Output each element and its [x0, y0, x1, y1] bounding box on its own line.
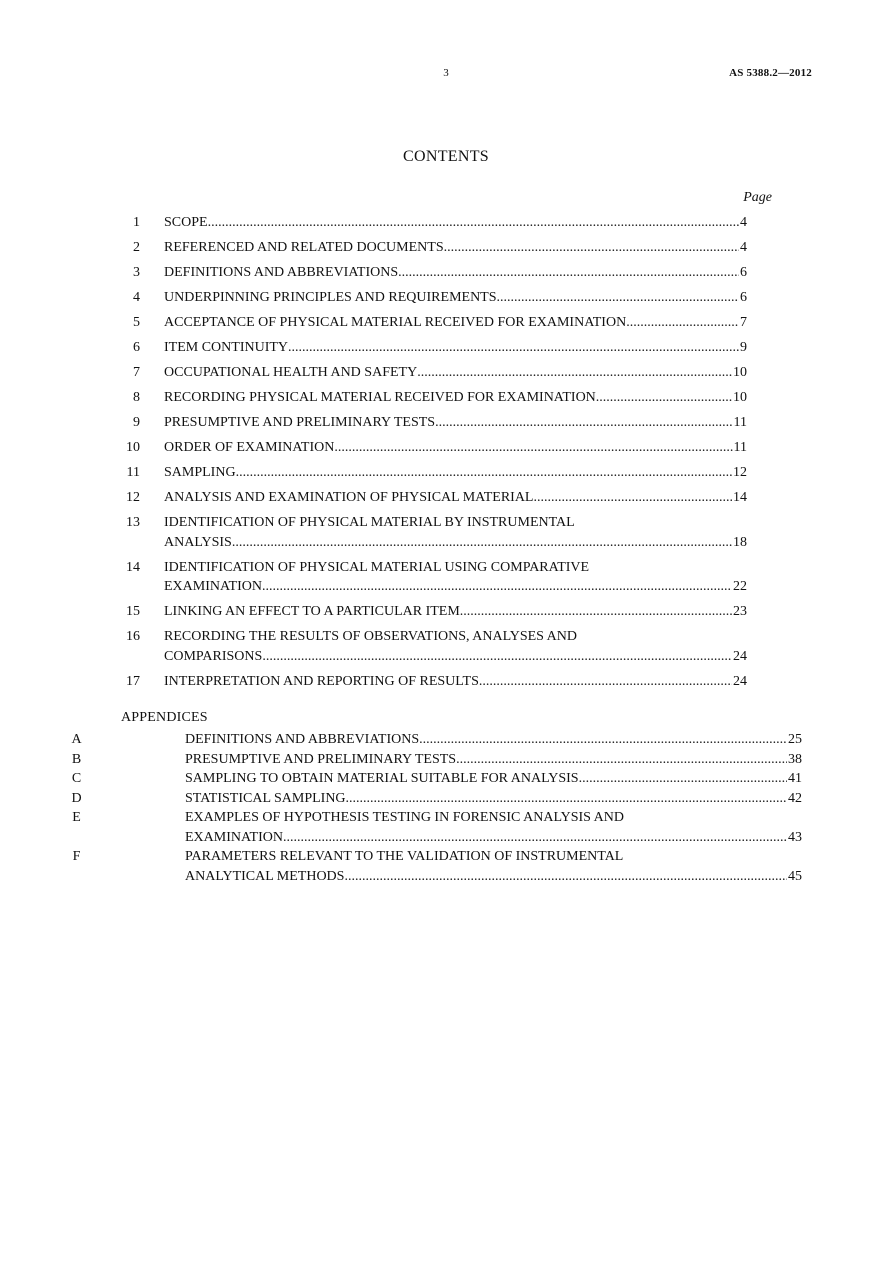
appendix-entry-number: F — [72, 849, 81, 864]
toc-entry-line — [164, 388, 747, 408]
appendix-entry-body — [185, 730, 802, 750]
appendix-entry-title: STATISTICAL SAMPLING — [185, 790, 346, 806]
dot-leader — [435, 413, 732, 433]
toc-entry[interactable] — [0, 313, 892, 333]
toc-entry-body — [164, 213, 747, 233]
toc-entry-line — [164, 338, 747, 358]
toc-entry-title: RECORDING PHYSICAL MATERIAL RECEIVED FOR EXAMINATION — [164, 390, 596, 405]
appendix-entry-page: 25 — [788, 732, 802, 747]
toc-entry-title: SCOPE — [164, 215, 208, 230]
toc-entry-body — [164, 238, 747, 258]
appendix-entry-page: 45 — [788, 868, 802, 884]
toc-entry-body — [164, 627, 747, 666]
toc-entry-title: OCCUPATIONAL HEALTH AND SAFETY — [164, 365, 418, 380]
toc-entry-title: ANALYSIS — [164, 534, 232, 550]
toc-entry-number: 1 — [133, 215, 140, 230]
dot-leader — [288, 338, 739, 358]
dot-leader — [444, 238, 739, 258]
dot-leader — [346, 789, 787, 809]
toc-entry-number: 10 — [126, 440, 140, 455]
dot-leader — [479, 672, 732, 692]
toc-entry-title: DEFINITIONS AND ABBREVIATIONS — [164, 265, 399, 280]
toc-entry-line — [164, 413, 747, 433]
dot-leader — [334, 438, 732, 458]
appendix-entry-title: SAMPLING TO OBTAIN MATERIAL SUITABLE FOR ANALYSIS — [185, 771, 579, 786]
toc-entry[interactable] — [0, 263, 892, 283]
dot-leader — [398, 263, 739, 283]
toc-entry-line — [164, 577, 747, 597]
toc-entry-number: 17 — [126, 673, 140, 689]
appendix-entry-title: EXAMINATION — [185, 829, 283, 845]
appendix-entry-line — [185, 789, 802, 809]
appendix-entry-body — [185, 750, 802, 770]
dot-leader — [417, 363, 732, 383]
toc-entry-title: UNDERPINNING PRINCIPLES AND REQUIREMENTS — [164, 290, 497, 305]
standard-code: AS 5388.2—2012 — [729, 67, 812, 79]
toc-entry[interactable] — [0, 288, 892, 308]
toc-entry-number: 4 — [133, 290, 140, 305]
appendix-entry-number: C — [71, 771, 82, 786]
toc-entry-title: ITEM CONTINUITY — [164, 340, 289, 355]
toc-entry[interactable] — [0, 238, 892, 258]
appendix-entry-line — [185, 750, 802, 770]
toc-entry-number: 3 — [133, 265, 140, 280]
toc-entry[interactable] — [0, 513, 892, 552]
toc-entry[interactable] — [0, 363, 892, 383]
toc-entry[interactable] — [0, 602, 892, 622]
toc-entry-title: ACCEPTANCE OF PHYSICAL MATERIAL RECEIVED FOR EXAMINATION — [164, 315, 627, 330]
appendix-entry[interactable] — [0, 808, 892, 847]
dot-leader — [626, 313, 739, 333]
toc-entry-line — [164, 238, 747, 258]
toc-entry-number: 14 — [126, 559, 140, 575]
dot-leader — [236, 463, 732, 483]
toc-entry-body — [164, 338, 747, 358]
appendix-entry-title: PARAMETERS RELEVANT TO THE VALIDATION OF INSTRUMENTAL — [185, 849, 624, 864]
toc-entry-page: 6 — [740, 265, 747, 280]
toc-entry[interactable] — [0, 388, 892, 408]
appendix-entry-body — [185, 808, 802, 847]
dot-leader — [579, 769, 787, 789]
appendix-entry-body — [185, 847, 802, 886]
toc-entry-body — [164, 558, 747, 597]
dot-leader — [262, 577, 732, 597]
toc-entry-page: 18 — [733, 534, 747, 550]
toc-entry-number: 5 — [133, 315, 140, 330]
toc-entry-line — [164, 288, 747, 308]
toc-entry-line — [164, 463, 747, 483]
toc-entry-body — [164, 263, 747, 283]
toc-entry-body — [164, 672, 747, 692]
appendix-entry-title: DEFINITIONS AND ABBREVIATIONS — [185, 732, 420, 747]
appendix-entry[interactable] — [0, 789, 892, 809]
toc-entry-number: 9 — [133, 415, 140, 430]
toc-entry-line — [164, 488, 747, 508]
appendix-entry-line — [185, 808, 802, 828]
toc-entry-line — [164, 672, 747, 692]
appendix-entry-title: ANALYTICAL METHODS — [185, 868, 345, 884]
toc-entry-title: EXAMINATION — [164, 579, 262, 594]
toc-entry-page: 10 — [733, 390, 747, 405]
toc-entry-title: IDENTIFICATION OF PHYSICAL MATERIAL BY INSTRUMENTAL — [164, 515, 575, 530]
appendix-entry-line — [185, 867, 802, 887]
toc-entry-line — [164, 438, 747, 458]
dot-leader — [208, 213, 739, 233]
toc-entry-number: 12 — [126, 490, 140, 505]
toc-entry-number: 13 — [126, 515, 140, 530]
toc-entry[interactable] — [0, 438, 892, 458]
toc-entry-line — [164, 363, 747, 383]
appendix-entry-body — [185, 769, 802, 789]
toc-entry-line — [164, 558, 747, 578]
appendix-entry[interactable] — [0, 730, 892, 750]
toc-entry-body — [164, 438, 747, 458]
toc-entry-body — [164, 463, 747, 483]
toc-entry[interactable] — [0, 488, 892, 508]
toc-entry-page: 11 — [733, 415, 747, 430]
appendix-entry-body — [185, 789, 802, 809]
toc-entry[interactable] — [0, 627, 892, 666]
toc-entry-page: 23 — [733, 604, 747, 619]
appendices-list — [0, 730, 892, 886]
toc-entry-line — [164, 313, 747, 333]
dot-leader — [596, 388, 732, 408]
toc-entry-page: 12 — [733, 465, 747, 480]
toc-entry-line — [164, 213, 747, 233]
toc-entry-title: COMPARISONS — [164, 648, 263, 664]
toc-entry-body — [164, 413, 747, 433]
dot-leader — [232, 533, 732, 553]
toc-entry-page: 11 — [733, 440, 747, 455]
toc-entry-number: 11 — [126, 465, 140, 480]
toc-entry[interactable] — [0, 213, 892, 233]
dot-leader — [262, 647, 732, 667]
toc-entry-body — [164, 513, 747, 552]
toc-entry-page: 14 — [733, 490, 747, 505]
toc-entry-title: ANALYSIS AND EXAMINATION OF PHYSICAL MATERIAL — [164, 490, 534, 505]
contents-title: CONTENTS — [403, 148, 489, 165]
toc-entry-title: REFERENCED AND RELATED DOCUMENTS — [164, 240, 444, 255]
toc-entry-line — [164, 533, 747, 553]
toc-entry-page: 22 — [733, 579, 747, 594]
appendix-entry[interactable] — [0, 847, 892, 886]
toc-entry-number: 16 — [126, 629, 140, 644]
toc-entry-number: 6 — [133, 340, 140, 355]
toc-entry-page: 10 — [733, 365, 747, 380]
toc-entry-line — [164, 263, 747, 283]
appendix-entry-page: 43 — [788, 829, 802, 845]
dot-leader — [533, 488, 732, 508]
toc-entry-page: 24 — [733, 648, 747, 664]
appendix-entry-number: A — [71, 732, 82, 747]
toc-entry-line — [164, 602, 747, 622]
toc-entry-page: 6 — [740, 290, 747, 305]
toc-entry-page: 4 — [740, 240, 747, 255]
toc-entry[interactable] — [0, 338, 892, 358]
appendix-entry-number: E — [72, 810, 81, 825]
appendix-entry-line — [185, 828, 802, 848]
toc-entry-body — [164, 313, 747, 333]
toc-entry-title: ORDER OF EXAMINATION — [164, 440, 335, 455]
dot-leader — [419, 730, 787, 750]
toc-entry-page: 9 — [740, 340, 747, 355]
page-number: 3 — [443, 67, 449, 79]
appendices-heading: APPENDICES — [121, 710, 208, 725]
toc-entry-number: 2 — [133, 240, 140, 255]
appendix-entry-page: 38 — [788, 751, 802, 767]
toc-entry-line — [164, 513, 747, 533]
toc-entry-line — [164, 647, 747, 667]
toc-entry-number: 7 — [133, 365, 140, 380]
toc-entry-body — [164, 488, 747, 508]
dot-leader — [456, 750, 787, 770]
toc-entry-body — [164, 602, 747, 622]
table-of-contents — [0, 213, 892, 697]
toc-entry-page: 4 — [740, 215, 747, 230]
toc-entry[interactable] — [0, 672, 892, 692]
toc-entry-title: IDENTIFICATION OF PHYSICAL MATERIAL USING COMPARATIVE — [164, 559, 590, 575]
dot-leader — [460, 602, 732, 622]
dot-leader — [497, 288, 739, 308]
toc-entry-line — [164, 627, 747, 647]
toc-entry-number: 8 — [133, 390, 140, 405]
toc-entry-body — [164, 288, 747, 308]
toc-entry-title: RECORDING THE RESULTS OF OBSERVATIONS, ANALYSES AND — [164, 629, 578, 644]
appendix-entry-page: 41 — [788, 771, 802, 786]
toc-entry[interactable] — [0, 413, 892, 433]
toc-entry-number: 15 — [126, 604, 140, 619]
toc-entry-body — [164, 388, 747, 408]
dot-leader — [283, 828, 787, 848]
toc-entry-page: 7 — [740, 315, 747, 330]
toc-entry-title: SAMPLING — [164, 465, 236, 480]
toc-entry-body — [164, 363, 747, 383]
toc-entry[interactable] — [0, 463, 892, 483]
appendix-entry-title: EXAMPLES OF HYPOTHESIS TESTING IN FORENSIC ANALYSIS AND — [185, 810, 624, 825]
toc-entry-title: LINKING AN EFFECT TO A PARTICULAR ITEM — [164, 604, 460, 619]
appendix-entry-title: PRESUMPTIVE AND PRELIMINARY TESTS — [185, 751, 457, 767]
toc-entry[interactable] — [0, 558, 892, 597]
appendix-entry[interactable] — [0, 750, 892, 770]
appendix-entry-number: B — [71, 751, 82, 767]
appendix-entry-line — [185, 730, 802, 750]
toc-entry-title: PRESUMPTIVE AND PRELIMINARY TESTS — [164, 415, 436, 430]
appendix-entry-page: 42 — [788, 790, 802, 806]
appendix-entry-line — [185, 769, 802, 789]
toc-entry-page: 24 — [733, 673, 747, 689]
page-column-label: Page — [743, 190, 772, 205]
toc-entry-title: INTERPRETATION AND REPORTING OF RESULTS — [164, 673, 479, 689]
appendix-entry-line — [185, 847, 802, 867]
dot-leader — [344, 867, 787, 887]
appendix-entry-number: D — [71, 790, 82, 806]
appendix-entry[interactable] — [0, 769, 892, 789]
